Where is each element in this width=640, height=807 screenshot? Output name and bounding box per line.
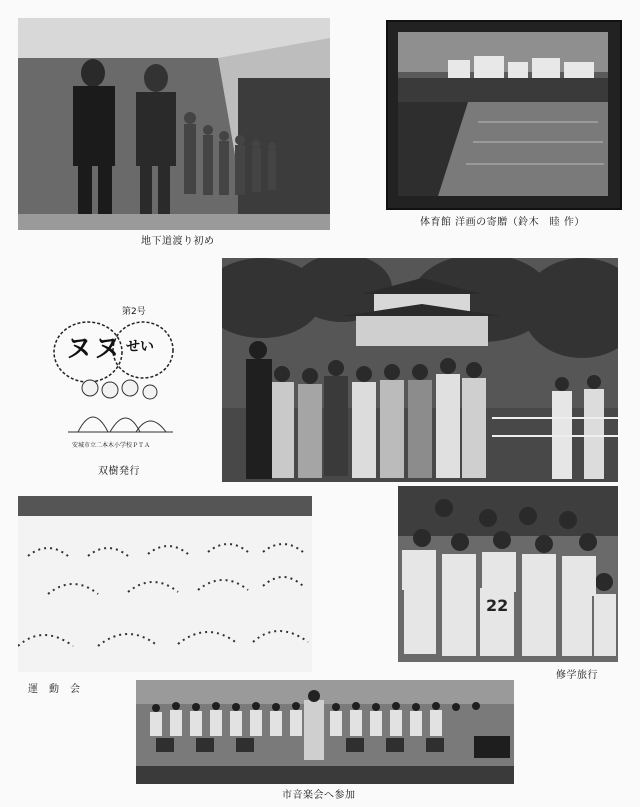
jersey-number: 22 xyxy=(486,596,509,615)
booklet-title-right: せい xyxy=(126,339,154,355)
underpass-caption: 地下道渡り初め xyxy=(141,236,215,247)
concert-caption: 市音楽会へ参加 xyxy=(282,790,356,801)
booklet-title-left: ヌヌ xyxy=(66,334,123,364)
temple-group-photo xyxy=(222,258,618,482)
booklet-publisher: 安城市立二本木小学校ＰＴＡ xyxy=(72,442,151,449)
underpass-photo xyxy=(18,18,330,230)
booklet-caption: 双樹発行 xyxy=(98,466,140,477)
sports-day-photo xyxy=(18,496,312,672)
school-trip-caption: 修学旅行 xyxy=(556,670,598,681)
school-trip-photo xyxy=(398,486,618,662)
painting-caption: 体育館 洋画の寄贈（鈴木 睦 作） xyxy=(420,217,585,228)
booklet-issue: 第2号 xyxy=(122,307,146,317)
booklet-illustration xyxy=(48,292,183,440)
sports-day-caption: 運 動 会 xyxy=(28,684,81,695)
concert-photo xyxy=(136,680,514,784)
painting-photo xyxy=(398,32,608,196)
